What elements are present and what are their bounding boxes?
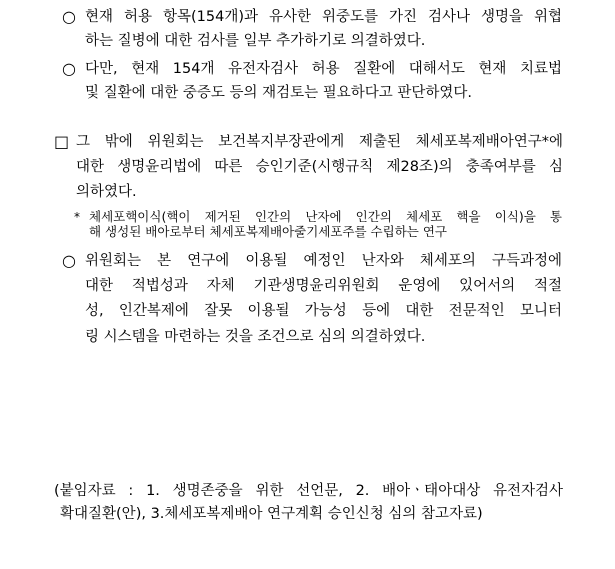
paragraph-line: 현재 허용 항목(154개)과 유사한 위중도를 가진 검사나 생명을 위협 — [85, 9, 562, 25]
section2-item — [85, 251, 562, 347]
footnote-line: 해 생성된 배아로부터 체세포복제배아줄기세포주를 수립하는 연구 — [89, 224, 447, 239]
asterisk-note-icon: * — [74, 210, 80, 224]
attachments-note — [54, 481, 563, 525]
section1-item1 — [85, 7, 562, 49]
circle-bullet-icon: ○ — [62, 251, 76, 270]
section2-main — [76, 132, 563, 198]
section1-item2 — [85, 59, 562, 101]
paragraph-line: 링 시스템을 마련하는 것을 조건으로 심의 의결하였다. — [85, 329, 426, 345]
footnote-line: 체세포핵이식(핵이 제거된 인간의 난자에 인간의 체세포 핵을 이식)을 통 — [89, 209, 562, 224]
circle-bullet-icon: ○ — [62, 7, 76, 26]
section2-footnote — [89, 209, 562, 243]
paragraph-line: 대한 생명윤리법에 따른 승인기준(시행규칙 제28조)의 충족여부를 심 — [76, 159, 563, 175]
square-bullet-icon: □ — [54, 132, 70, 151]
attachments-line: (붙임자료 : 1. 생명존중을 위한 선언문, 2. 배아ㆍ태아대상 유전자검사 — [54, 483, 563, 499]
paragraph-line: 성, 인간복제에 잘못 이용될 가능성 등에 대한 전문적인 모니터 — [85, 303, 562, 319]
paragraph-line: 및 질환에 대한 중증도 등의 재검토는 필요하다고 판단하였다. — [85, 85, 473, 101]
paragraph-line: 의하였다. — [76, 184, 137, 200]
paragraph-line: 위원회는 본 연구에 이용될 예정인 난자와 체세포의 구득과정에 — [85, 253, 562, 269]
paragraph-line: 그 밖에 위원회는 보건복지부장관에게 제출된 체세포복제배아연구*에 — [76, 134, 563, 150]
attachments-line: 확대질환(안), 3.체세포복제배아 연구계획 승인신청 심의 참고자료) — [60, 506, 483, 522]
circle-bullet-icon: ○ — [62, 59, 76, 78]
paragraph-line: 하는 질병에 대한 검사를 일부 추가하기로 의결하였다. — [85, 33, 426, 49]
paragraph-line: 다만, 현재 154개 유전자검사 허용 질환에 대해서도 현재 치료법 — [85, 61, 562, 77]
paragraph-line: 대한 적법성과 자체 기관생명윤리위원회 운영에 있어서의 적절 — [85, 278, 562, 294]
